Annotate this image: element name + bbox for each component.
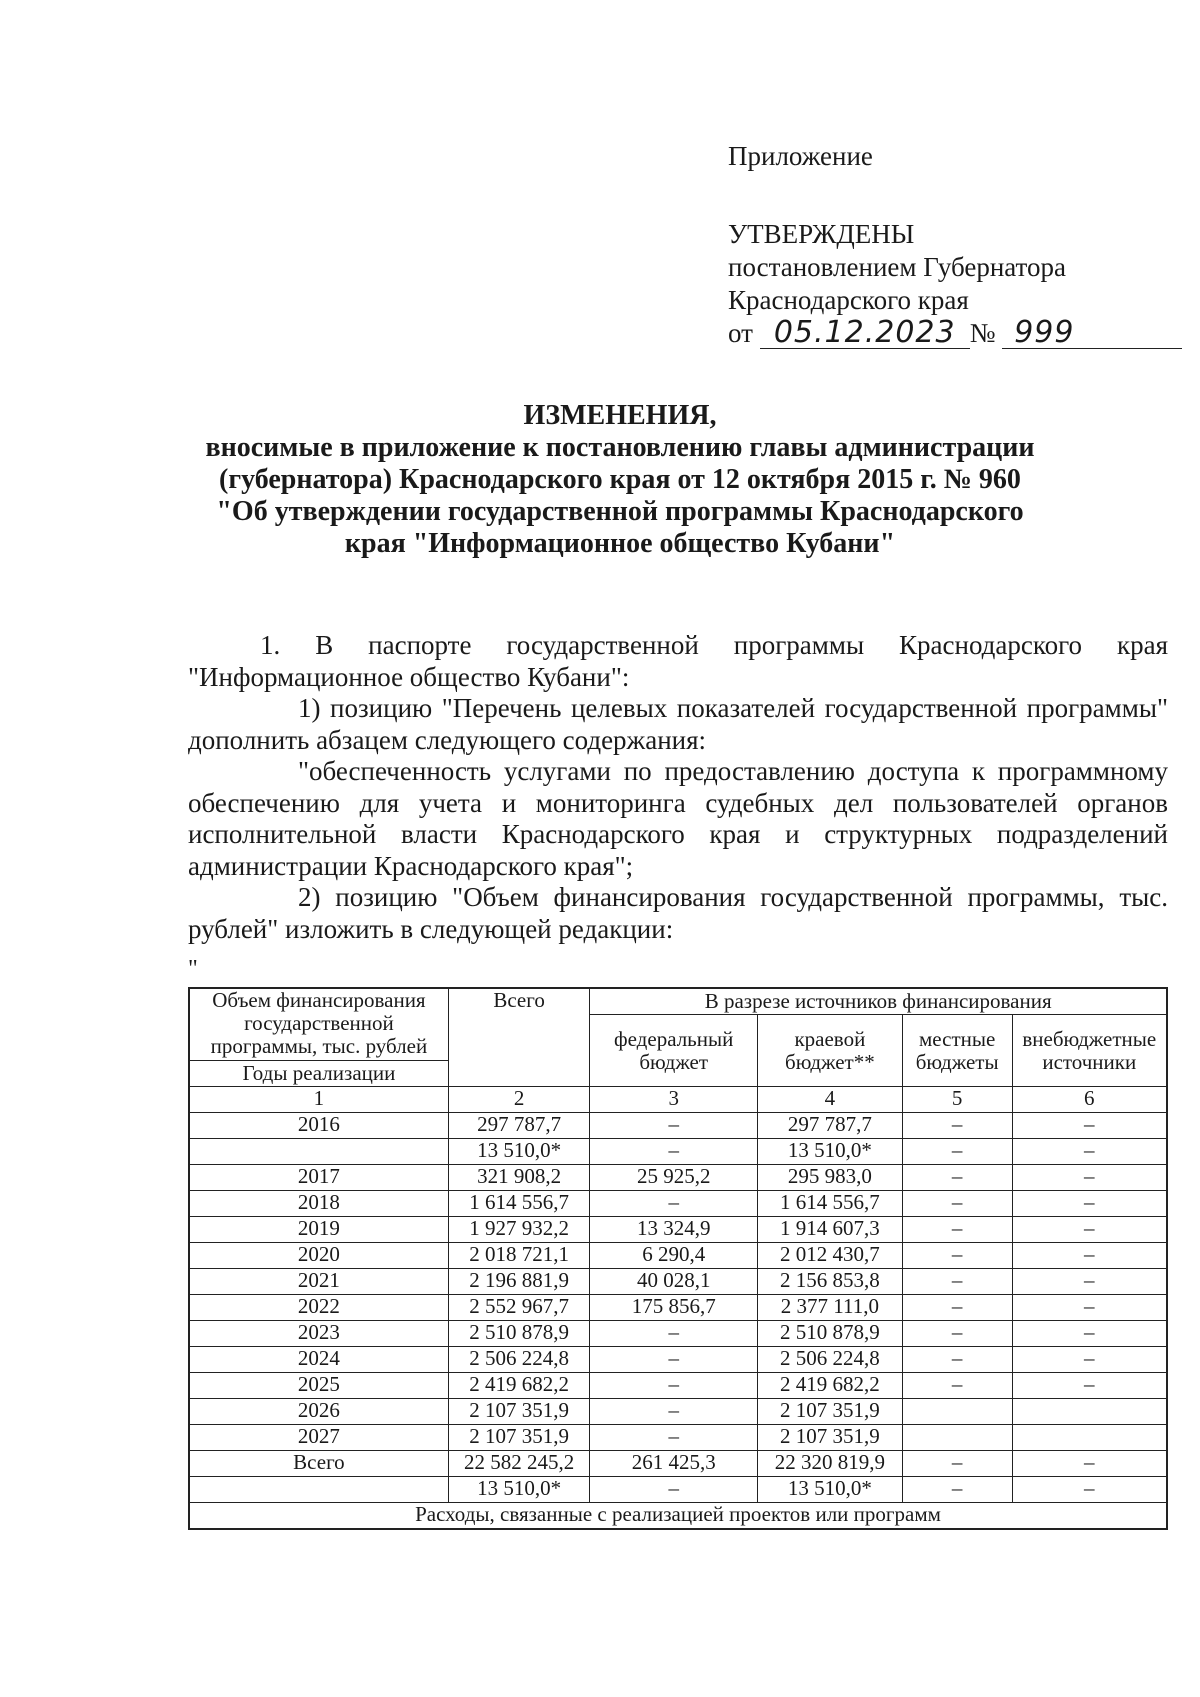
column-number: 1 <box>189 1087 448 1113</box>
table-cell: 1 614 556,7 <box>448 1191 589 1217</box>
table-row <box>189 1295 1167 1321</box>
table-cell: 13 324,9 <box>590 1217 758 1243</box>
table-cell: – <box>590 1399 758 1425</box>
paragraph-2: 1) позицию "Перечень целевых показателей государственной программы" дополнить абзацем следующего содержания: <box>188 693 1168 755</box>
table-cell: – <box>902 1217 1012 1243</box>
table-cell: 321 908,2 <box>448 1165 589 1191</box>
header-regional: краевой бюджет** <box>758 1015 903 1087</box>
table-cell: – <box>590 1477 758 1503</box>
table-cell: 22 320 819,9 <box>758 1451 903 1477</box>
table-cell: 295 983,0 <box>758 1165 903 1191</box>
table-row <box>189 1269 1167 1295</box>
table-row <box>189 1165 1167 1191</box>
table-cell: – <box>902 1269 1012 1295</box>
header-federal: федеральный бюджет <box>590 1015 758 1087</box>
table-cell: 2 107 351,9 <box>758 1425 903 1451</box>
table-cell: 2016 <box>189 1113 448 1139</box>
table-cell: – <box>590 1139 758 1165</box>
header-volume-label: Объем финансирования государственной программы, тыс. рублей <box>210 988 428 1058</box>
table-cell: – <box>1012 1451 1167 1477</box>
number-label: № <box>969 318 996 348</box>
table-cell: 261 425,3 <box>590 1451 758 1477</box>
table-row <box>189 1191 1167 1217</box>
header-volume <box>189 988 448 1061</box>
table-cell <box>189 1477 448 1503</box>
table-cell: 2 377 111,0 <box>758 1295 903 1321</box>
table-cell: 2 419 682,2 <box>448 1373 589 1399</box>
table-cell: 297 787,7 <box>758 1113 903 1139</box>
financing-table <box>188 987 1168 1530</box>
table-cell: 2023 <box>189 1321 448 1347</box>
table-cell: 2026 <box>189 1399 448 1425</box>
table-row <box>189 1399 1167 1425</box>
table-cell: 2025 <box>189 1373 448 1399</box>
table-cell: 25 925,2 <box>590 1165 758 1191</box>
table-cell: – <box>590 1191 758 1217</box>
table-cell: – <box>1012 1373 1167 1399</box>
table-row <box>189 1477 1167 1503</box>
paragraph-1: 1. В паспорте государственной программы Краснодарского края "Информационное общество Кубани": <box>188 630 1168 692</box>
table-row <box>189 1451 1167 1477</box>
header-total: Всего <box>448 988 589 1087</box>
table-cell: – <box>1012 1217 1167 1243</box>
table-cell: 2024 <box>189 1347 448 1373</box>
column-number: 2 <box>448 1087 589 1113</box>
table-cell <box>1012 1399 1167 1425</box>
table-cell: 1 614 556,7 <box>758 1191 903 1217</box>
table-cell: – <box>902 1347 1012 1373</box>
table-cell <box>902 1425 1012 1451</box>
table-cell: 1 914 607,3 <box>758 1217 903 1243</box>
table-cell: – <box>590 1321 758 1347</box>
table-cell: 22 582 245,2 <box>448 1451 589 1477</box>
column-number: 6 <box>1012 1087 1167 1113</box>
table-cell: – <box>590 1373 758 1399</box>
quote-mark: " <box>188 956 198 982</box>
table-cell: 2021 <box>189 1269 448 1295</box>
table-cell: – <box>1012 1139 1167 1165</box>
table-footer: Расходы, связанные с реализацией проектов или программ <box>189 1503 1167 1530</box>
table-cell: Всего <box>189 1451 448 1477</box>
header-years: Годы реализации <box>189 1061 448 1087</box>
table-cell: – <box>902 1113 1012 1139</box>
approved-region-line: Краснодарского края <box>728 285 969 315</box>
table-cell: – <box>1012 1295 1167 1321</box>
table-row <box>189 1139 1167 1165</box>
table-cell: – <box>1012 1243 1167 1269</box>
table-cell: – <box>1012 1347 1167 1373</box>
table-row <box>189 1113 1167 1139</box>
table-cell: – <box>590 1347 758 1373</box>
table-cell <box>902 1399 1012 1425</box>
table-cell <box>1012 1425 1167 1451</box>
header-extra: внебюджетные источники <box>1012 1015 1167 1087</box>
table-cell: 297 787,7 <box>448 1113 589 1139</box>
table-cell: 40 028,1 <box>590 1269 758 1295</box>
approval-date-number <box>728 317 1168 350</box>
approval-number: 999 <box>1002 318 1182 349</box>
table-row <box>189 1425 1167 1451</box>
title-line-1: ИЗМЕНЕНИЯ, <box>523 400 717 431</box>
table-row <box>189 1373 1167 1399</box>
table-cell: 2019 <box>189 1217 448 1243</box>
table-cell: – <box>1012 1477 1167 1503</box>
header-local: местные бюджеты <box>902 1015 1012 1087</box>
table-row <box>189 1217 1167 1243</box>
table-row <box>189 1243 1167 1269</box>
approval-date: 05.12.2023 <box>760 318 970 349</box>
table-cell: – <box>590 1113 758 1139</box>
table-cell: 2 419 682,2 <box>758 1373 903 1399</box>
table-cell: 13 510,0* <box>448 1477 589 1503</box>
appendix-label: Приложение <box>728 141 873 171</box>
approved-by-line: постановлением Губернатора <box>728 252 1066 282</box>
table-cell: 1 927 932,2 <box>448 1217 589 1243</box>
table-cell: 13 510,0* <box>758 1477 903 1503</box>
table-cell: 2 012 430,7 <box>758 1243 903 1269</box>
table-cell: 2018 <box>189 1191 448 1217</box>
title-line-2: вносимые в приложение к постановлению главы администрации <box>205 432 1035 463</box>
table-row <box>189 1347 1167 1373</box>
table-cell: 2 018 721,1 <box>448 1243 589 1269</box>
table-cell: – <box>902 1165 1012 1191</box>
table-cell: 13 510,0* <box>448 1139 589 1165</box>
table-cell: 2022 <box>189 1295 448 1321</box>
document-title <box>180 400 1060 560</box>
table-cell: 2 506 224,8 <box>448 1347 589 1373</box>
table-cell: 2 552 967,7 <box>448 1295 589 1321</box>
table-row <box>189 1321 1167 1347</box>
column-number: 5 <box>902 1087 1012 1113</box>
column-number: 3 <box>590 1087 758 1113</box>
approved-label: УТВЕРЖДЕНЫ <box>728 219 915 249</box>
header-sources: В разрезе источников финансирования <box>590 988 1167 1015</box>
table-cell: 2 510 878,9 <box>758 1321 903 1347</box>
table-body <box>189 1113 1167 1503</box>
table-cell: 175 856,7 <box>590 1295 758 1321</box>
table-cell: 2 107 351,9 <box>448 1425 589 1451</box>
table-cell: – <box>1012 1191 1167 1217</box>
table-cell: – <box>1012 1113 1167 1139</box>
column-numbers-row <box>189 1087 1167 1113</box>
paragraph-4: 2) позицию "Объем финансирования государственной программы, тыс. рублей" изложить в следующей редакции: <box>188 882 1168 944</box>
table-cell: – <box>902 1139 1012 1165</box>
table-cell: – <box>1012 1269 1167 1295</box>
table-cell: 2 196 881,9 <box>448 1269 589 1295</box>
title-line-5: края "Информационное общество Кубани" <box>344 528 896 559</box>
table-cell: 2017 <box>189 1165 448 1191</box>
document-body <box>188 630 1168 945</box>
approval-block <box>728 140 1168 350</box>
table-cell: 2020 <box>189 1243 448 1269</box>
title-line-3: (губернатора) Краснодарского края от 12 октября 2015 г. № 960 <box>219 464 1021 495</box>
table-cell: 2027 <box>189 1425 448 1451</box>
from-label: от <box>728 318 753 348</box>
table-cell: 2 156 853,8 <box>758 1269 903 1295</box>
table-cell: 2 510 878,9 <box>448 1321 589 1347</box>
column-number: 4 <box>758 1087 903 1113</box>
table-cell: – <box>1012 1321 1167 1347</box>
table-cell: 13 510,0* <box>758 1139 903 1165</box>
table-cell: 6 290,4 <box>590 1243 758 1269</box>
table-cell: – <box>590 1425 758 1451</box>
table-cell: – <box>1012 1165 1167 1191</box>
table-cell: – <box>902 1295 1012 1321</box>
table-cell: 2 107 351,9 <box>448 1399 589 1425</box>
table-cell: – <box>902 1477 1012 1503</box>
table-cell: – <box>902 1321 1012 1347</box>
table-cell <box>189 1139 448 1165</box>
table-cell: 2 506 224,8 <box>758 1347 903 1373</box>
table-cell: – <box>902 1191 1012 1217</box>
table-cell: – <box>902 1373 1012 1399</box>
paragraph-3: "обеспеченность услугами по предоставлению доступа к программному обеспечению для учета и мониторинга судебных дел пользователей органов исполнительной власти Краснодарского края и структурных подразделений администрации Краснодарского края"; <box>188 756 1168 881</box>
title-line-4: "Об утверждении государственной программы Краснодарского <box>216 496 1024 527</box>
table-cell: 2 107 351,9 <box>758 1399 903 1425</box>
table-cell: – <box>902 1451 1012 1477</box>
table-cell: – <box>902 1243 1012 1269</box>
